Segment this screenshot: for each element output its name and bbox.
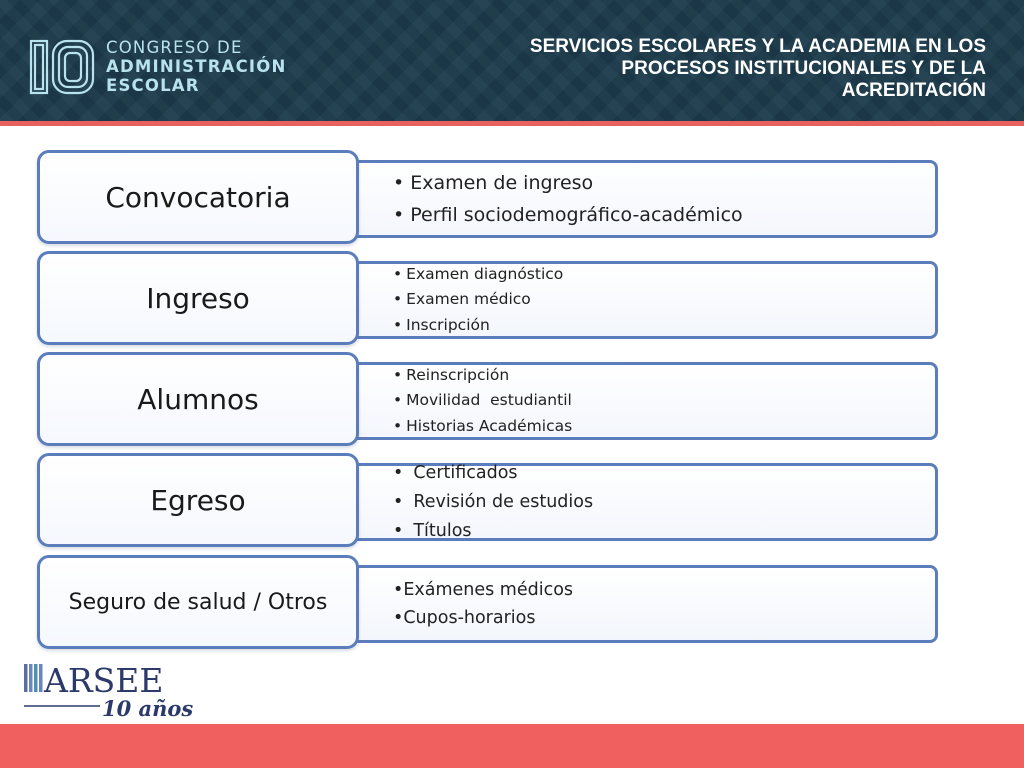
- detail-list: [333, 167, 935, 231]
- congress-logo-mark: [28, 38, 98, 96]
- stage-label: Seguro de salud / Otros: [68, 589, 328, 615]
- congress-logo: [28, 38, 308, 98]
- stage-label: Alumnos: [137, 382, 259, 416]
- list-item: • Reinscripción: [393, 365, 510, 384]
- list-item: • Historias Académicas: [393, 416, 573, 435]
- footer-bar: [0, 724, 1024, 768]
- slide-title: [386, 36, 986, 102]
- header-banner: [0, 0, 1024, 121]
- stage-label-box: [37, 150, 359, 244]
- process-row-ingreso: [0, 251, 1024, 349]
- list-item: • Revisión de estudios: [393, 491, 594, 512]
- logo-line-3: ESCOLAR: [106, 76, 200, 95]
- detail-list: [333, 262, 935, 339]
- logo-line-1: CONGRESO DE: [106, 38, 243, 57]
- list-item: • Examen diagnóstico: [393, 264, 564, 283]
- list-item: • Certificados: [393, 462, 518, 483]
- detail-box: [330, 565, 938, 643]
- arsee-column-icon: [24, 664, 43, 692]
- stage-label-box: [37, 453, 359, 547]
- title-line-3: ACREDITACIÓN: [841, 80, 986, 101]
- detail-list: [333, 576, 935, 632]
- list-item: •Cupos-horarios: [393, 608, 536, 628]
- header-accent-stripe: [0, 121, 1024, 126]
- detail-box: [330, 160, 938, 238]
- stage-label: Egreso: [150, 483, 246, 517]
- detail-box: [330, 261, 938, 339]
- congress-logo-text: [106, 38, 336, 95]
- detail-list: [333, 363, 935, 440]
- stage-label: Convocatoria: [105, 180, 291, 214]
- list-item: • Perfil sociodemográfico-académico: [393, 204, 743, 226]
- list-item: • Examen de ingreso: [393, 172, 594, 194]
- list-item: • Inscripción: [393, 315, 490, 334]
- stage-label-box: [37, 555, 359, 649]
- logo-line-2: ADMINISTRACIÓN: [106, 57, 287, 76]
- list-item: • Movilidad estudiantil: [393, 391, 572, 410]
- arsee-logo-graphic: [22, 660, 194, 722]
- process-row-seguro: [0, 555, 1024, 653]
- detail-list: [333, 459, 935, 546]
- list-item: • Títulos: [393, 520, 472, 541]
- list-item: • Examen médico: [393, 290, 531, 309]
- detail-box: [330, 362, 938, 440]
- arsee-wordmark: ARSEE: [44, 661, 164, 700]
- arsee-logo: [22, 660, 194, 722]
- process-row-egreso: [0, 453, 1024, 551]
- title-line-2: PROCESOS INSTITUCIONALES Y DE LA: [621, 58, 986, 79]
- title-line-1: SERVICIOS ESCOLARES Y LA ACADEMIA EN LOS: [529, 36, 986, 57]
- stage-label: Ingreso: [146, 281, 250, 315]
- list-item: •Exámenes médicos: [393, 580, 574, 600]
- stage-label-box: [37, 352, 359, 446]
- arsee-tagline: 10 años: [102, 696, 194, 721]
- stage-label-box: [37, 251, 359, 345]
- detail-box: [330, 463, 938, 541]
- process-row-convocatoria: [0, 150, 1024, 248]
- process-row-alumnos: [0, 352, 1024, 450]
